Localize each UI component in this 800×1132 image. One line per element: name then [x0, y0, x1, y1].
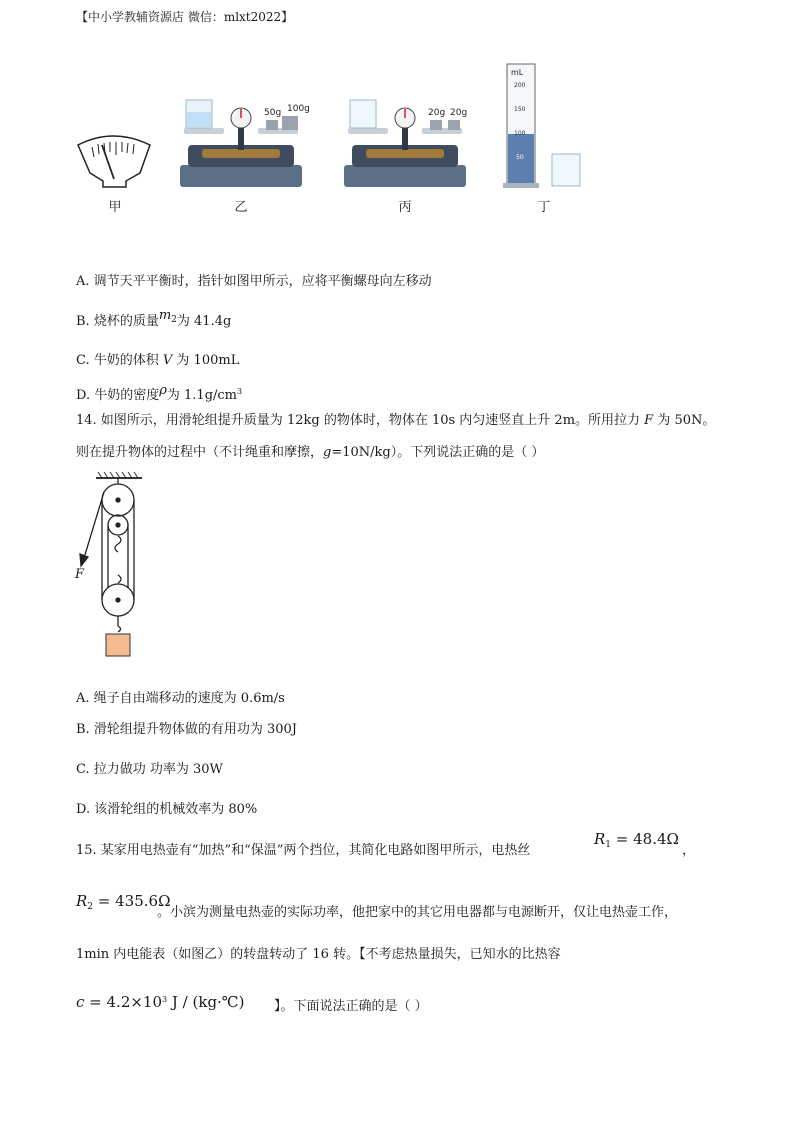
balance-pointer-dial-icon: [78, 136, 150, 187]
q15-r2-formula: $R_2 = 435.6\Omega$: [76, 892, 171, 912]
q15-comma: ，: [682, 843, 696, 858]
weight-label: 20g: [428, 108, 446, 118]
cylinder-tick: 150: [514, 106, 526, 113]
figure-q13: [70, 60, 590, 195]
q15-stem-line2: 。小滨为测量电热壶的实际功率，他把家中的其它用电器都与电源断开，仅让电热壶工作，: [157, 905, 678, 920]
figure-label-yi: 乙: [234, 200, 248, 215]
q14-option-b: B. 滑轮组提升物体做的有用功为 300J: [76, 722, 297, 737]
figure-label-bing: 丙: [398, 200, 412, 215]
pull-force-arrow-icon: [80, 492, 104, 566]
figure-label-jia: 甲: [108, 200, 122, 215]
q14-stem-line1: 14. 如图所示，用滑轮组提升质量为 12kg 的物体时，物体在 10s 内匀速竖直上升 2m。所用拉力 F 为 50N。: [76, 413, 716, 428]
q13-option-c: C. 牛奶的体积 V 为 100mL: [76, 353, 240, 368]
q14-option-d: D. 该滑轮组的机械效率为 80%: [76, 802, 258, 817]
weight-label: 100g: [287, 104, 310, 114]
q15-specific-heat-formula: $c = 4.2\times 10^3$ J / (kg·℃): [76, 993, 245, 1011]
weight-label: 20g: [450, 108, 468, 118]
weight-label: 50g: [264, 108, 282, 118]
q13-option-b: B. 烧杯的质量$m_2$为 41.4g: [76, 308, 232, 329]
force-label: F: [75, 567, 85, 582]
page-header: 【中小学教辅资源店 微信：mlxt2022】: [76, 10, 294, 24]
q15-stem-line3: 1min 内电能表（如图乙）的转盘转动了 16 转。【不考虑热量损失，已知水的比热容: [76, 947, 561, 962]
movable-pulley-icon: [102, 500, 134, 632]
balance-scale-bing-icon: [344, 100, 466, 187]
q15-stem-line1: 15. 某家用电热壶有“加热”和“保温”两个挡位，其简化电路如图甲所示，电热丝: [76, 843, 531, 858]
q13-option-d: D. 牛奶的密度ρ为 $1.1g/cm^3$: [76, 383, 243, 403]
load-block-icon: [106, 634, 130, 656]
q15-r1-formula: $R_1 = 48.4\Omega$: [594, 830, 679, 850]
fixed-pulley-icon: [102, 478, 134, 535]
q14-stem-line2: 则在提升物体的过程中（不计绳重和摩擦，g=10N/kg）。下列说法正确的是（ ）: [76, 445, 545, 460]
cylinder-unit: mL: [511, 68, 524, 77]
cylinder-tick: 50: [516, 154, 524, 161]
cylinder-tick: 200: [514, 82, 526, 89]
q14-option-c: C. 拉力做功 功率为 30W: [76, 762, 223, 777]
figure-label-ding: 丁: [537, 200, 551, 215]
ceiling-hatch-icon: [96, 472, 142, 478]
q15-stem-line4: 】。下面说法正确的是（ ）: [274, 999, 428, 1014]
q14-option-a: A. 绳子自由端移动的速度为 0.6m/s: [76, 691, 285, 706]
q13-option-a: A. 调节天平平衡时，指针如图甲所示，应将平衡螺母向左移动: [76, 274, 432, 289]
balance-scale-yi-icon: [180, 100, 302, 187]
beaker-icon: [552, 154, 580, 186]
cylinder-tick: 100: [514, 130, 526, 137]
